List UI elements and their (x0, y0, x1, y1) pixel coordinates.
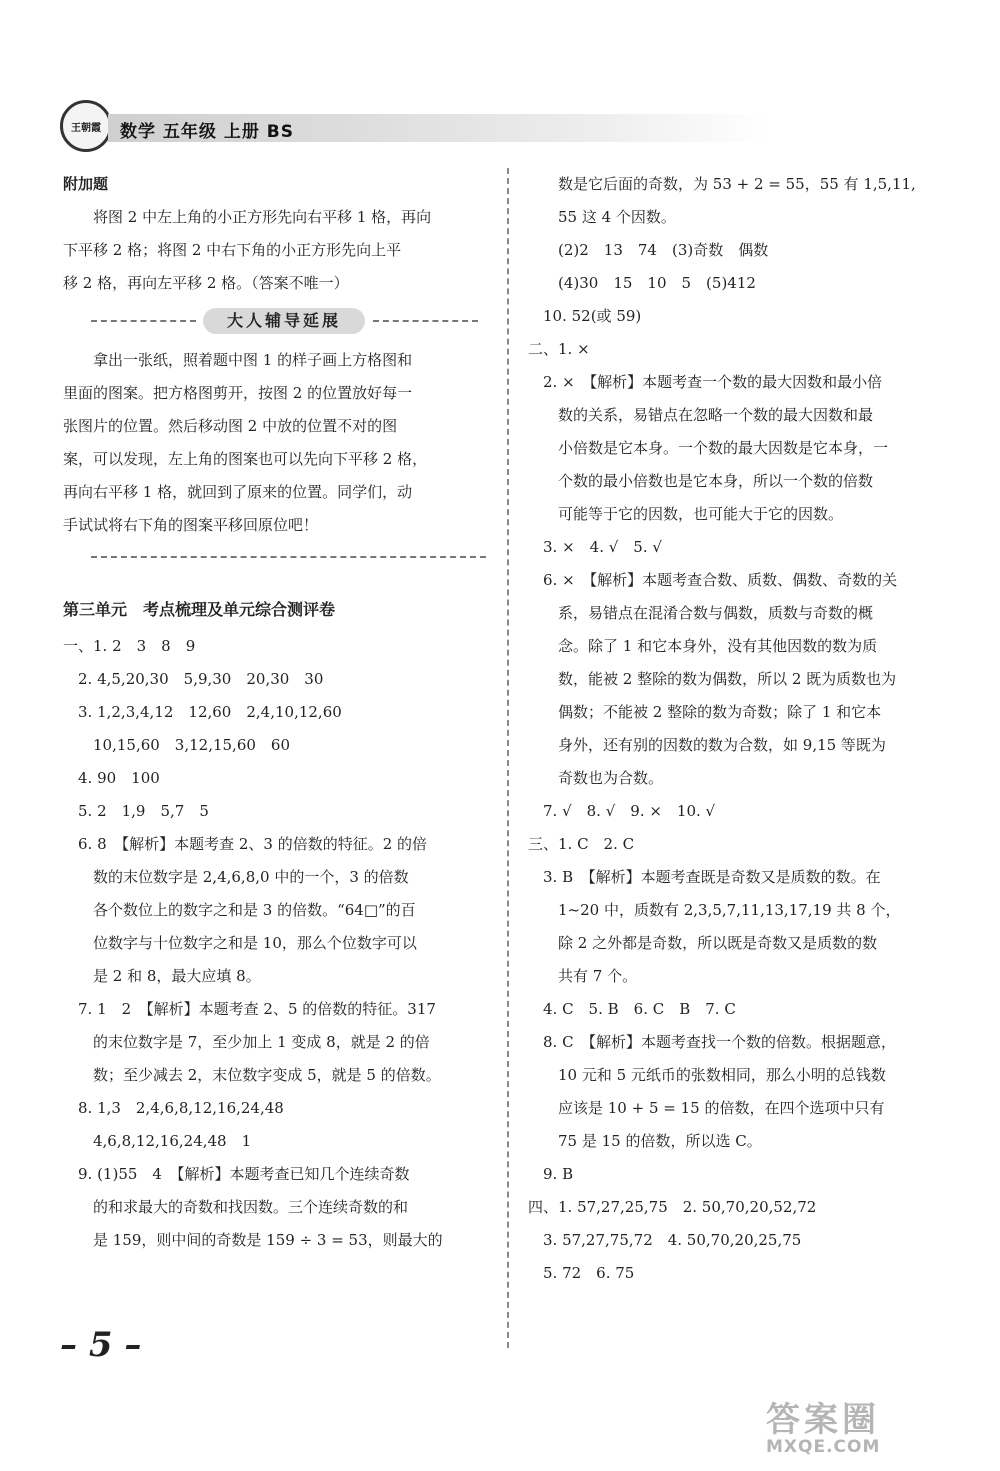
answer-line: 8. 1,3 2,4,6,8,12,16,24,48 (63, 1099, 284, 1117)
book-title: 数学 五年级 上册 BS (120, 122, 294, 142)
answer-line: 系，易错点在混淆合数与偶数，质数与奇数的概 (528, 604, 874, 622)
answer-line: 除 2 之外都是奇数，所以既是奇数又是质数的数 (528, 934, 878, 952)
answer-line: 4. 90 100 (63, 769, 160, 787)
answer-line: 7. 1 2 【解析】本题考查 2、5 的倍数的特征。317 (63, 1000, 436, 1018)
extension-line: 拿出一张纸，照着题中图 1 的样子画上方格图和 (63, 351, 413, 369)
left-column (63, 168, 488, 1257)
answer-line: 2. 4,5,20,30 5,9,30 20,30 30 (63, 670, 324, 688)
answer-line: 的末位数字是 7，至少加上 1 变成 8，就是 2 的倍 (63, 1033, 430, 1051)
answer-line: 个数的最小倍数也是它本身，所以一个数的倍数 (528, 472, 874, 490)
answer-line: 身外，还有别的因数的数为合数，如 9,15 等既为 (528, 736, 886, 754)
publisher-logo (60, 100, 112, 152)
extension-line: 张图片的位置。然后移动图 2 中放的位置不对的图 (63, 417, 398, 435)
answer-line: 6. × 【解析】本题考查合数、质数、偶数、奇数的关 (528, 571, 898, 589)
answer-line: 共有 7 个。 (528, 967, 638, 985)
dashed-rule (373, 320, 478, 322)
answer-line: 10 元和 5 元纸币的张数相同，那么小明的总钱数 (528, 1066, 886, 1084)
answer-line: 9. B (528, 1165, 574, 1183)
answer-line: 1~20 中，质数有 2,3,5,7,11,13,17,19 共 8 个， (528, 901, 901, 919)
answer-line: 55 这 4 个因数。 (528, 208, 676, 226)
answer-line: 奇数也为合数。 (528, 769, 664, 787)
extension-title: 大人辅导延展 (203, 308, 365, 334)
answer-line: 是 159，则中间的奇数是 159 ÷ 3 = 53，则最大的 (63, 1231, 443, 1249)
answer-line: 偶数；不能被 2 整除的数为奇数；除了 1 和它本 (528, 703, 882, 721)
right-column (528, 168, 953, 1290)
fujia-line: 移 2 格，再向左平移 2 格。（答案不唯一） (63, 274, 349, 292)
fujia-title: 附加题 (63, 175, 109, 193)
answer-line: 三、1. C 2. C (528, 835, 635, 853)
extension-line: 里面的图案。把方格图剪开，按图 2 的位置放好每一 (63, 384, 413, 402)
answer-line: 3. × 4. √ 5. √ (528, 538, 662, 556)
answer-line: 75 是 15 的倍数，所以选 C。 (528, 1132, 762, 1150)
answer-line: 8. C 【解析】本题考查找一个数的倍数。根据题意， (528, 1033, 897, 1051)
site-watermark (766, 1392, 966, 1462)
extension-banner (63, 300, 488, 344)
answer-line: (4)30 15 10 5 (5)412 (528, 274, 756, 292)
extension-line: 案，可以发现，左上角的图案也可以先向下平移 2 格， (63, 450, 428, 468)
answer-line: 数的末位数字是 2,4,6,8,0 中的一个，3 的倍数 (63, 868, 409, 886)
dashed-rule (91, 320, 196, 322)
answer-line: 应该是 10 + 5 = 15 的倍数，在四个选项中只有 (528, 1099, 885, 1117)
answer-line: 一、1. 2 3 8 9 (63, 637, 196, 655)
column-divider (507, 168, 509, 1348)
answer-line: 数的关系，易错点在忽略一个数的最大因数和最 (528, 406, 874, 424)
answer-line: 6. 8 【解析】本题考查 2、3 的倍数的特征。2 的倍 (63, 835, 428, 853)
answer-line: 4. C 5. B 6. C B 7. C (528, 1000, 736, 1018)
answer-line: 二、1. × (528, 340, 590, 358)
answer-line: 数是它后面的奇数，为 53 + 2 = 55，55 有 1,5,11, (528, 175, 916, 193)
answer-line: 2. × 【解析】本题考查一个数的最大因数和最小倍 (528, 373, 883, 391)
answer-line: 5. 2 1,9 5,7 5 (63, 802, 209, 820)
answer-line: 5. 72 6. 75 (528, 1264, 635, 1282)
answer-line: 7. √ 8. √ 9. × 10. √ (528, 802, 716, 820)
fujia-line: 下平移 2 格；将图 2 中右下角的小正方形先向上平 (63, 241, 402, 259)
unit-title: 第三单元 考点梳理及单元综合测评卷 (63, 600, 336, 619)
answer-line: 可能等于它的因数，也可能大于它的因数。 (528, 505, 844, 523)
watermark-bottom: MXQE.COM (766, 1437, 881, 1457)
answer-line: 数；至少减去 2，末位数字变成 5，就是 5 的倍数。 (63, 1066, 441, 1084)
logo-text: 王朝霞 (71, 123, 101, 134)
dashed-rule (63, 542, 488, 572)
answer-line: 各个数位上的数字之和是 3 的倍数。“64□”的百 (63, 901, 416, 919)
page-header (60, 100, 940, 160)
watermark-top: 答案圈 (766, 1400, 880, 1440)
extension-line: 手试试将右下角的图案平移回原位吧！ (63, 516, 319, 534)
answer-line: 四、1. 57,27,25,75 2. 50,70,20,52,72 (528, 1198, 817, 1216)
answer-line: 位数字与十位数字之和是 10，那么个位数字可以 (63, 934, 417, 952)
answer-line: 9. (1)55 4 【解析】本题考查已知几个连续奇数 (63, 1165, 410, 1183)
answer-line: 10. 52(或 59) (528, 307, 642, 325)
answer-line: 3. B 【解析】本题考查既是奇数又是质数的数。在 (528, 868, 881, 886)
answer-line: 3. 1,2,3,4,12 12,60 2,4,10,12,60 (63, 703, 342, 721)
answer-line: 小倍数是它本身。一个数的最大因数是它本身，一 (528, 439, 889, 457)
answer-line: (2)2 13 74 (3)奇数 偶数 (528, 241, 769, 259)
answer-line: 数，能被 2 整除的数为偶数，所以 2 既为质数也为 (528, 670, 897, 688)
page-number: – 5 – (60, 1325, 142, 1365)
answer-line: 是 2 和 8，最大应填 8。 (63, 967, 261, 985)
answer-line: 的和求最大的奇数和找因数。三个连续奇数的和 (63, 1198, 409, 1216)
answer-line: 3. 57,27,75,72 4. 50,70,20,25,75 (528, 1231, 802, 1249)
extension-line: 再向右平移 1 格，就回到了原来的位置。同学们，动 (63, 483, 413, 501)
answer-line: 念。除了 1 和它本身外，没有其他因数的数为质 (528, 637, 878, 655)
fujia-line: 将图 2 中左上角的小正方形先向右平移 1 格，再向 (63, 208, 432, 226)
answer-line: 4,6,8,12,16,24,48 1 (63, 1132, 252, 1150)
answer-line: 10,15,60 3,12,15,60 60 (63, 736, 290, 754)
